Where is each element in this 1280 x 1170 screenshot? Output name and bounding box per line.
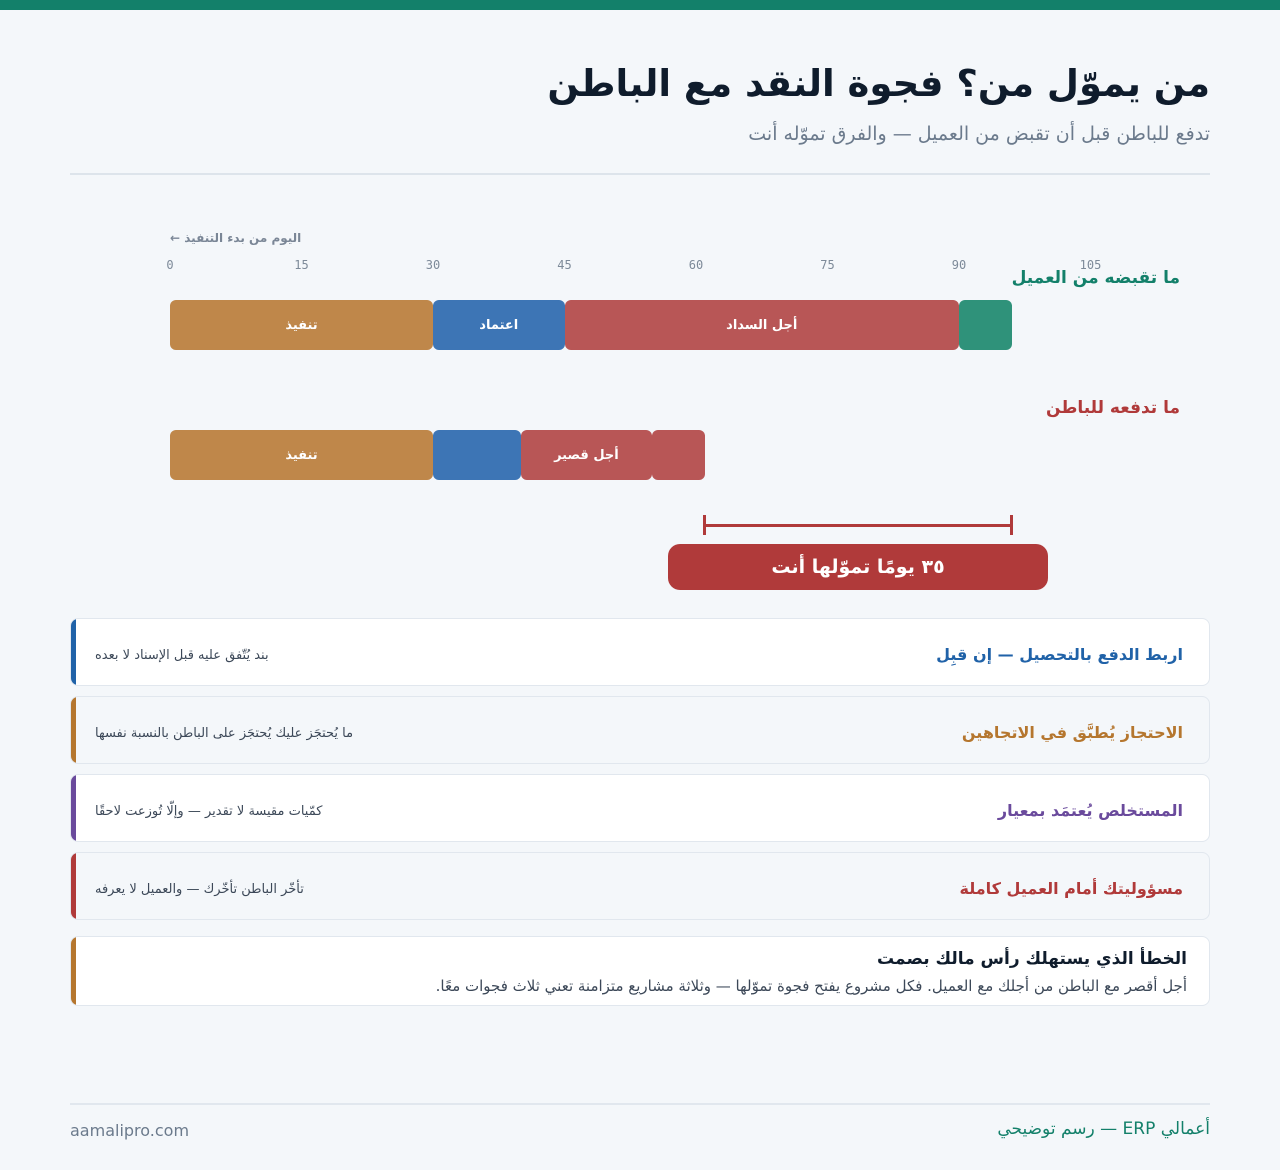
row-label: ما تدفعه للباطن bbox=[1046, 398, 1180, 418]
gap-bracket-end bbox=[703, 515, 706, 535]
header-divider bbox=[70, 173, 1210, 175]
timeline-segment: تنفيذ bbox=[170, 300, 433, 350]
gap-label-pill: ٣٥ يومًا تموّلها أنت bbox=[668, 544, 1048, 590]
tip-card-title: مسؤوليتك أمام العميل كاملة bbox=[959, 879, 1183, 898]
tip-card-title: الاحتجاز يُطبَّق في الاتجاهين bbox=[961, 723, 1183, 742]
callout-title: الخطأ الذي يستهلك رأس مالك بصمت bbox=[877, 949, 1187, 969]
footer-site: aamalipro.com bbox=[70, 1121, 190, 1140]
tip-card-title: اربط الدفع بالتحصيل — إن قبِل bbox=[936, 645, 1183, 664]
timeline-segment: أجل السداد bbox=[565, 300, 960, 350]
tip-card-accent bbox=[71, 697, 76, 763]
header bbox=[70, 58, 1210, 148]
footer-brand: أعمالي ERP — رسم توضيحي bbox=[997, 1119, 1210, 1139]
gap-bracket-line bbox=[705, 524, 1012, 527]
tip-card-description: ما يُحتجَز عليك يُحتجَز على الباطن بالنسبة نفسها bbox=[95, 726, 354, 741]
axis-tick-label: 15 bbox=[294, 258, 309, 272]
timeline-segment: أجل قصير bbox=[521, 430, 653, 480]
tip-card-title: المستخلص يُعتمَد بمعيار bbox=[997, 801, 1183, 820]
footer-divider bbox=[70, 1103, 1210, 1105]
top-accent-bar bbox=[0, 0, 1280, 10]
timeline-segment bbox=[433, 430, 521, 480]
tip-card-description: بند يُتّفق عليه قبل الإسناد لا بعده bbox=[95, 648, 269, 663]
tip-card-accent bbox=[71, 853, 76, 919]
row-label: ما تقبضه من العميل bbox=[1011, 268, 1180, 288]
tip-card bbox=[70, 696, 1210, 764]
warning-callout bbox=[70, 936, 1210, 1006]
axis-tick-label: 90 bbox=[951, 258, 967, 272]
axis-caption: اليوم من بدء التنفيذ ← bbox=[170, 231, 302, 245]
tip-card-description: كمّيات مقيسة لا تقدير — وإلّا تُوزعت لاحقًا bbox=[95, 804, 323, 819]
tip-card bbox=[70, 774, 1210, 842]
callout-body: أجل أقصر مع الباطن من أجلك مع العميل. فكل مشروع يفتح فجوة تموّلها — وثلاثة مشاريع متزامنة تعني ثلاث فجوات معًا. bbox=[435, 977, 1187, 995]
callout-accent bbox=[71, 937, 76, 1005]
axis-tick-label: 105 bbox=[1079, 258, 1102, 272]
tip-card-accent bbox=[71, 619, 76, 685]
axis-tick-label: 30 bbox=[425, 258, 441, 272]
axis-tick-label: 75 bbox=[820, 258, 835, 272]
tip-card bbox=[70, 618, 1210, 686]
axis-tick-label: 60 bbox=[688, 258, 704, 272]
tip-card-description: تأخّر الباطن تأخّرك — والعميل لا يعرفه bbox=[95, 882, 304, 897]
timeline-segment: تنفيذ bbox=[170, 430, 433, 480]
page-subtitle: تدفع للباطن قبل أن تقبض من العميل — والفرق تموّله أنت bbox=[748, 123, 1210, 145]
axis-tick-label: 45 bbox=[557, 258, 572, 272]
gap-bracket-end bbox=[1010, 515, 1013, 535]
timeline-segment bbox=[959, 300, 1012, 350]
tip-card bbox=[70, 852, 1210, 920]
timeline-segment: اعتماد bbox=[433, 300, 565, 350]
tip-card-accent bbox=[71, 775, 76, 841]
axis-tick-label: 0 bbox=[166, 258, 174, 272]
timeline-segment bbox=[652, 430, 705, 480]
page-title: من يموّل من؟ فجوة النقد مع الباطن bbox=[547, 62, 1210, 105]
